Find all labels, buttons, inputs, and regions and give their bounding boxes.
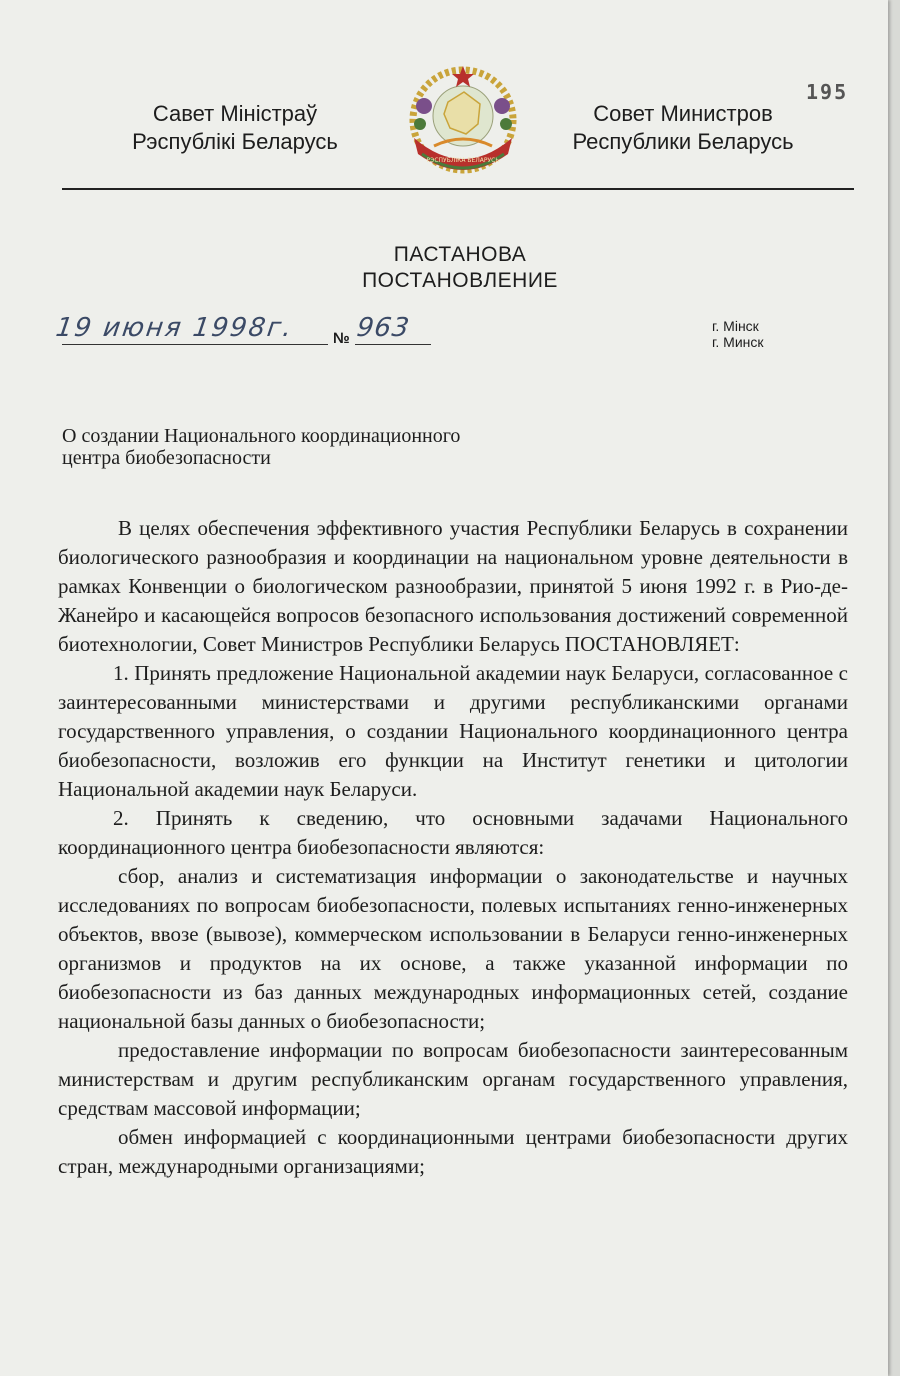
city xyxy=(712,318,764,350)
clause-2-paragraph: 2. Принять к сведению, что основными задачами Национального координационного центра биобезопасности являются: xyxy=(58,806,848,859)
header-left-belarusian xyxy=(85,100,385,156)
archive-page-number: 195 xyxy=(806,80,849,104)
date-underline xyxy=(62,344,328,345)
task-1-paragraph: сбор, анализ и систематизация информации о законодательстве и научных исследованиях по вопросам биобезопасности, полевых испытаниях генно-инженерных объектов, ввозе (вывозе), коммерческом использовании в Беларуси генно-инженерных организмов и продуктов на их основе, а также указанной информации по биобезопасности из баз данных международных информационных сетей, создание национальной базы данных о биобезопасности; xyxy=(58,864,848,1033)
subject-line2: центра биобезопасности xyxy=(62,447,271,469)
document-subject xyxy=(62,425,582,469)
doc-type-belarusian: ПАСТАНОВА xyxy=(393,243,527,266)
handwritten-date: 19 июня 1998г. xyxy=(53,313,296,343)
preamble-paragraph: В целях обеспечения эффективного участия Республики Беларусь в сохранении биологического разнообразия и координации на национальном уровне деятельности в рамках Конвенции о биологическом разнообразии, принятой 5 июня 1992 г. в Рио-де-Жанейро и касающейся вопросов безопасного использования достижений современной биотехнологии, Совет Министров Республики Беларусь ПОСТАНОВЛЯЕТ: xyxy=(58,516,848,656)
state-emblem-icon xyxy=(404,62,522,174)
clause-1-paragraph: 1. Принять предложение Национальной академии наук Беларуси, согласованное с заинтересованными министерствами и другими республиканскими органами государственного управления, о создании Национального координационного центра биобезопасности, возложив его функции на Институт генетики и цитологии Национальной академии наук Беларуси. xyxy=(58,661,848,801)
emblem-ribbon-text: РЭСПУБЛІКА БЕЛАРУСЬ xyxy=(426,157,500,164)
city-belarusian: г. Мінск xyxy=(712,318,759,334)
task-2-paragraph: предоставление информации по вопросам биобезопасности заинтересованным министерствам и другим республиканским органам государственного управления, средствам массовой информации; xyxy=(58,1038,848,1120)
header-left-line1: Савет Міністраў xyxy=(152,101,318,126)
number-sign: № xyxy=(333,330,350,347)
city-russian: г. Минск xyxy=(712,334,764,350)
doc-type-russian: ПОСТАНОВЛЕНИЕ xyxy=(362,269,558,292)
header-divider xyxy=(62,188,854,190)
handwritten-number: 963 xyxy=(354,313,412,343)
document-type xyxy=(300,242,620,294)
header-right-line2: Республики Беларусь xyxy=(572,129,794,154)
subject-line1: О создании Национального координационного xyxy=(62,425,461,447)
task-3-paragraph: обмен информацией с координационными центрами биобезопасности других стран, международными организациями; xyxy=(58,1125,848,1178)
number-underline xyxy=(355,344,431,345)
document-body xyxy=(58,514,848,1181)
header-right-line1: Совет Министров xyxy=(593,101,773,126)
header-right-russian xyxy=(533,100,833,156)
header-left-line2: Рэспублікі Беларусь xyxy=(132,129,338,154)
